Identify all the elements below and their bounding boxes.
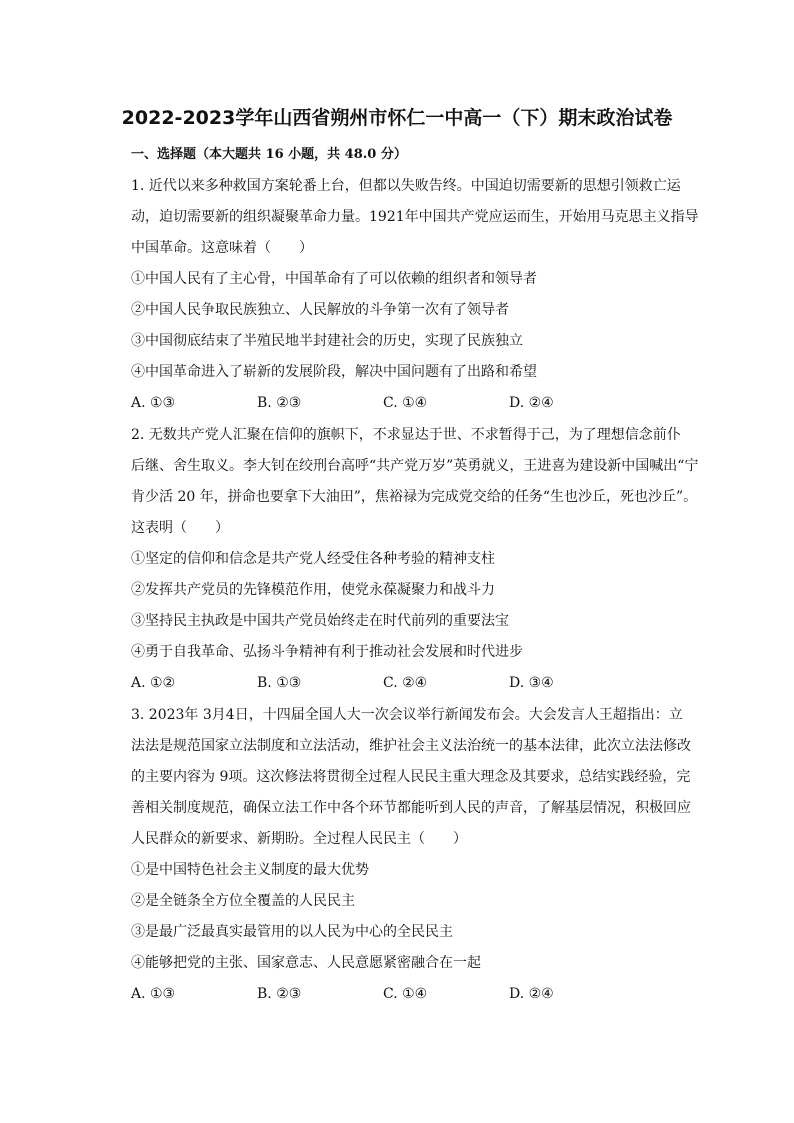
stem-line: 后继、舍生取义。李大钊在绞刑台高呼“共产党万岁”英勇就义，王进喜为建设新中国喊出“宁 — [131, 458, 699, 474]
question-stem — [131, 171, 711, 264]
section-heading: 一、选择题（本大题共 16 小题，共 48.0 分） — [131, 147, 407, 162]
choice-b: B. ②③ — [257, 395, 302, 411]
answer-choices — [131, 388, 711, 419]
answer-choices — [131, 979, 711, 1010]
statement-option: ②是全链条全方位全覆盖的人民民主 — [131, 893, 355, 909]
choice-d: D. ③④ — [509, 675, 554, 691]
choice-a: A. ①③ — [131, 986, 176, 1002]
stem-line: 2. 无数共产党人汇聚在信仰的旗帜下，不求显达于世、不求暂得于己，为了理想信念前仆 — [131, 427, 681, 443]
statement-option: ②中国人民争取民族独立、人民解放的斗争第一次有了领导者 — [131, 302, 509, 318]
stem-line: 动，迫切需要新的组织凝聚革命力量。1921年中国共产党应运而生，开始用马克思主义指导 — [131, 209, 699, 225]
statement-option: ②发挥共产党员的先锋模范作用，使党永葆凝聚力和战斗力 — [131, 582, 495, 598]
choice-c: C. ②④ — [383, 675, 428, 691]
question-3 — [131, 700, 711, 1010]
question-stem — [131, 420, 711, 544]
exam-title: 2022-2023学年山西省朔州市怀仁一中高一（下）期末政治试卷 — [121, 107, 673, 129]
statement-option: ①中国人民有了主心骨，中国革命有了可以依赖的组织者和领导者 — [131, 271, 537, 287]
statement-option: ①坚定的信仰和信念是共产党人经受住各种考验的精神支柱 — [131, 551, 495, 567]
statement-option: ①是中国特色社会主义制度的最大优势 — [131, 862, 369, 878]
statement-option: ③坚持民主执政是中国共产党员始终走在时代前列的重要法宝 — [131, 613, 509, 629]
choice-a: A. ①③ — [131, 395, 176, 411]
stem-line: 法法是规范国家立法制度和立法活动，维护社会主义法治统一的基本法律，此次立法法修改 — [131, 738, 691, 754]
question-stem — [131, 700, 711, 855]
stem-line: 人民群众的新要求、新期盼。全过程人民民主（ ） — [131, 831, 467, 847]
stem-line: 的主要内容为 9项。这次修法将贯彻全过程人民民主重大理念及其要求，总结实践经验，完 — [131, 769, 691, 785]
stem-line: 这表明（ ） — [131, 520, 229, 536]
statement-option: ③是最广泛最真实最管用的以人民为中心的全民民主 — [131, 924, 453, 940]
statement-option: ④勇于自我革命、弘扬斗争精神有利于推动社会发展和时代进步 — [131, 644, 523, 660]
stem-line: 善相关制度规范，确保立法工作中各个环节都能听到人民的声音，了解基层情况，积极回应 — [131, 800, 691, 816]
stem-line: 中国革命。这意味着（ ） — [131, 240, 313, 256]
choice-b: B. ②③ — [257, 986, 302, 1002]
choice-b: B. ①③ — [257, 675, 302, 691]
statement-option: ④能够把党的主张、国家意志、人民意愿紧密融合在一起 — [131, 955, 481, 971]
stem-line: 1. 近代以来多种救国方案轮番上台，但都以失败告终。中国迫切需要新的思想引领救亡运 — [131, 178, 681, 194]
question-2 — [131, 420, 711, 699]
statement-option: ③中国彻底结束了半殖民地半封建社会的历史，实现了民族独立 — [131, 333, 523, 349]
choice-c: C. ①④ — [383, 395, 428, 411]
choice-d: D. ②④ — [509, 986, 554, 1002]
stem-line: 3. 2023年 3月4日，十四届全国人大一次会议举行新闻发布会。大会发言人王超指出：立 — [131, 707, 683, 723]
question-1 — [131, 171, 711, 419]
stem-line: 肯少活 20 年，拼命也要拿下大油田”，焦裕禄为完成党交给的任务“生也沙丘，死也沙丘”。 — [131, 489, 698, 505]
statement-option: ④中国革命进入了崭新的发展阶段，解决中国问题有了出路和希望 — [131, 364, 537, 380]
choice-c: C. ①④ — [383, 986, 428, 1002]
answer-choices — [131, 668, 711, 699]
choice-a: A. ①② — [131, 675, 176, 691]
choice-d: D. ②④ — [509, 395, 554, 411]
